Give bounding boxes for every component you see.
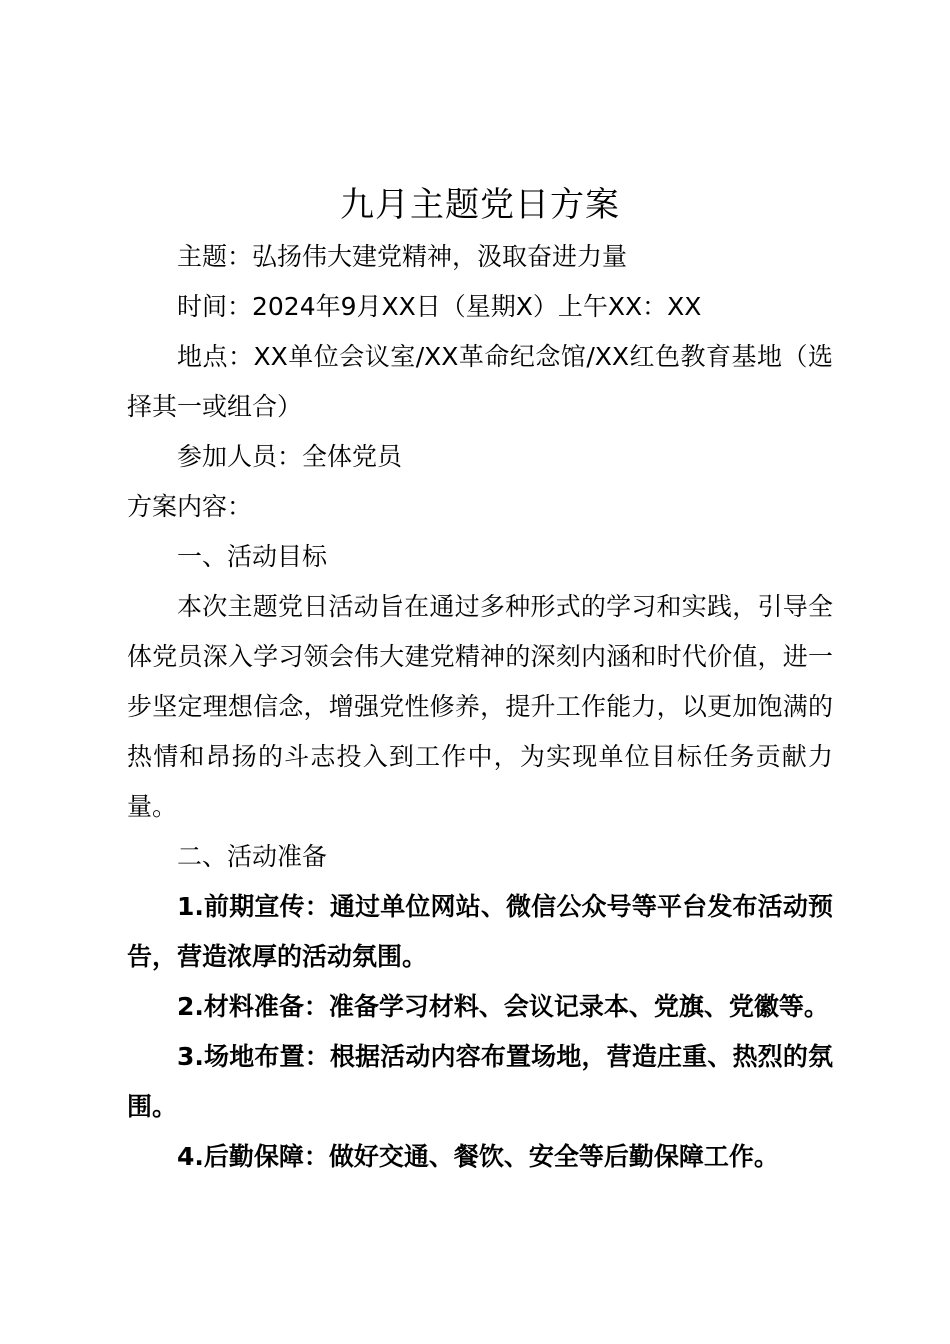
meta-time: 时间：2024年9月XX日（星期X）上午XX：XX <box>177 292 702 321</box>
prep-item-publicity: 1.前期宣传：通过单位网站、微信公众号等平台发布活动预告，营造浓厚的活动氛围。 <box>127 892 833 971</box>
document-body <box>127 178 833 1182</box>
prep-item-logistics: 4.后勤保障：做好交通、餐饮、安全等后勤保障工作。 <box>177 1142 779 1171</box>
meta-theme: 主题：弘扬伟大建党精神，汲取奋进力量 <box>177 242 628 271</box>
meta-participants: 参加人员：全体党员 <box>177 442 403 471</box>
content-heading: 方案内容： <box>127 492 253 521</box>
meta-location: 地点：XX单位会议室/XX革命纪念馆/XX红色教育基地（选择其一或组合） <box>127 342 833 421</box>
document-title: 九月主题党日方案 <box>340 185 620 225</box>
section-heading-preparation: 二、活动准备 <box>177 842 328 871</box>
prep-item-venue: 3.场地布置：根据活动内容布置场地，营造庄重、热烈的氛围。 <box>127 1042 833 1121</box>
prep-item-materials: 2.材料准备：准备学习材料、会议记录本、党旗、党徽等。 <box>177 992 829 1021</box>
section-heading-goals: 一、活动目标 <box>177 542 328 571</box>
section-body-goals: 本次主题党日活动旨在通过多种形式的学习和实践，引导全体党员深入学习领会伟大建党精神的深刻内涵和时代价值，进一步坚定理想信念，增强党性修养，提升工作能力，以更加饱满的热情和昂扬的斗志投入到工作中，为实现单位目标任务贡献力量。 <box>127 592 833 821</box>
